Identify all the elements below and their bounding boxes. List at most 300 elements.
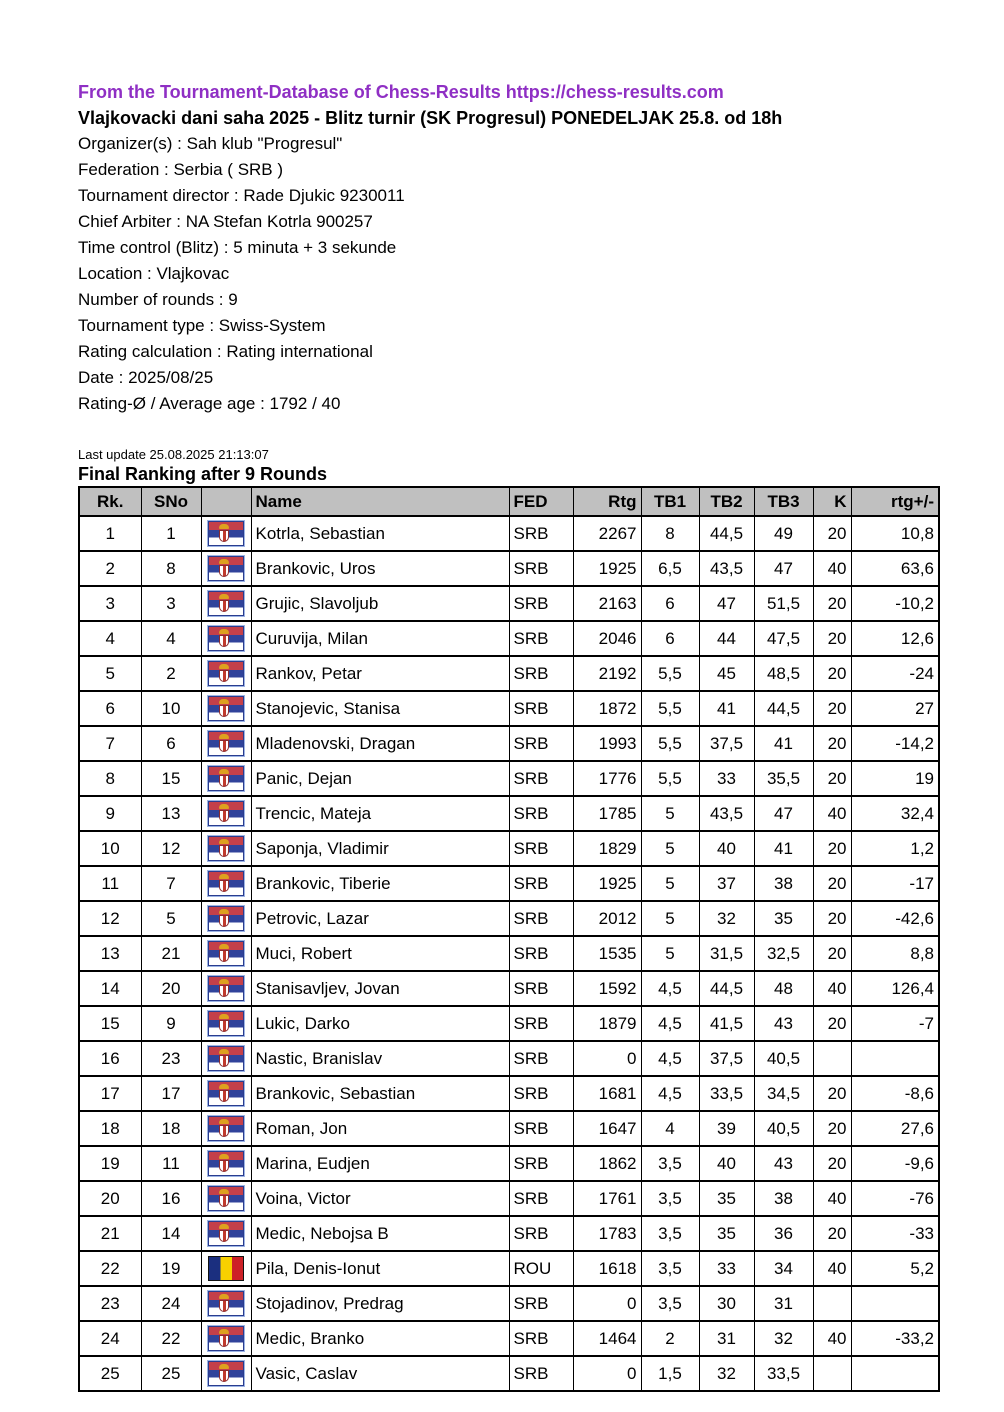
header-tb2: TB2	[699, 487, 754, 516]
cell-fed: SRB	[509, 901, 573, 936]
cell-rk: 2	[79, 551, 141, 586]
cell-k: 20	[813, 516, 851, 551]
cell-name: Curuvija, Milan	[251, 621, 509, 656]
cell-rtg: 1681	[573, 1076, 641, 1111]
cell-rk: 22	[79, 1251, 141, 1286]
tournament-info	[78, 131, 940, 417]
cell-k: 20	[813, 831, 851, 866]
cell-rtgpm	[851, 1041, 939, 1076]
cell-tb3: 49	[754, 516, 813, 551]
cell-rtg: 2267	[573, 516, 641, 551]
cell-sno: 19	[141, 1251, 201, 1286]
table-row	[79, 691, 939, 726]
serbia-flag-icon	[208, 521, 244, 546]
cell-tb3: 47,5	[754, 621, 813, 656]
cell-name: Grujic, Slavoljub	[251, 586, 509, 621]
cell-rk: 23	[79, 1286, 141, 1321]
cell-fed: SRB	[509, 1041, 573, 1076]
cell-tb3: 40,5	[754, 1041, 813, 1076]
cell-sno: 16	[141, 1181, 201, 1216]
cell-rtg: 1618	[573, 1251, 641, 1286]
cell-tb3: 35,5	[754, 761, 813, 796]
table-row	[79, 1111, 939, 1146]
cell-tb2: 35	[699, 1216, 754, 1251]
cell-flag	[201, 621, 251, 656]
cell-tb3: 48,5	[754, 656, 813, 691]
cell-k: 20	[813, 866, 851, 901]
cell-tb3: 43	[754, 1146, 813, 1181]
cell-rtgpm: -9,6	[851, 1146, 939, 1181]
cell-rk: 5	[79, 656, 141, 691]
cell-k: 20	[813, 1111, 851, 1146]
serbia-flag-icon	[208, 801, 244, 826]
serbia-flag-icon	[208, 1186, 244, 1211]
cell-k: 20	[813, 586, 851, 621]
cell-tb2: 33	[699, 761, 754, 796]
cell-sno: 5	[141, 901, 201, 936]
cell-name: Nastic, Branislav	[251, 1041, 509, 1076]
cell-k	[813, 1286, 851, 1321]
table-row	[79, 1041, 939, 1076]
cell-rk: 7	[79, 726, 141, 761]
info-line: Time control (Blitz) : 5 minuta + 3 sekunde	[78, 238, 397, 257]
cell-rtg: 1776	[573, 761, 641, 796]
cell-tb2: 40	[699, 1146, 754, 1181]
cell-rtg: 1785	[573, 796, 641, 831]
cell-rk: 6	[79, 691, 141, 726]
cell-flag	[201, 1146, 251, 1181]
cell-rtgpm	[851, 1356, 939, 1391]
cell-flag	[201, 1356, 251, 1391]
serbia-flag-icon	[208, 591, 244, 616]
table-row	[79, 1216, 939, 1251]
cell-tb3: 32,5	[754, 936, 813, 971]
cell-rtgpm: 27,6	[851, 1111, 939, 1146]
cell-name: Marina, Eudjen	[251, 1146, 509, 1181]
cell-tb2: 35	[699, 1181, 754, 1216]
cell-k: 40	[813, 1251, 851, 1286]
cell-name: Muci, Robert	[251, 936, 509, 971]
cell-tb1: 5,5	[641, 656, 699, 691]
info-line: Organizer(s) : Sah klub "Progresul"	[78, 134, 343, 153]
cell-tb2: 33,5	[699, 1076, 754, 1111]
cell-rtgpm: 8,8	[851, 936, 939, 971]
cell-name: Saponja, Vladimir	[251, 831, 509, 866]
cell-name: Brankovic, Tiberie	[251, 866, 509, 901]
cell-tb1: 4,5	[641, 971, 699, 1006]
table-row	[79, 516, 939, 551]
table-row	[79, 796, 939, 831]
cell-flag	[201, 1216, 251, 1251]
cell-fed: SRB	[509, 971, 573, 1006]
table-row	[79, 901, 939, 936]
cell-rtgpm: -14,2	[851, 726, 939, 761]
cell-sno: 6	[141, 726, 201, 761]
serbia-flag-icon	[208, 836, 244, 861]
table-row	[79, 621, 939, 656]
cell-tb1: 4,5	[641, 1006, 699, 1041]
cell-rtg: 1862	[573, 1146, 641, 1181]
info-line: Rating-Ø / Average age : 1792 / 40	[78, 394, 341, 413]
cell-rk: 18	[79, 1111, 141, 1146]
serbia-flag-icon	[208, 696, 244, 721]
cell-flag	[201, 1076, 251, 1111]
cell-flag	[201, 656, 251, 691]
cell-sno: 7	[141, 866, 201, 901]
cell-rk: 13	[79, 936, 141, 971]
cell-k: 20	[813, 761, 851, 796]
cell-fed: SRB	[509, 1321, 573, 1356]
cell-tb2: 37,5	[699, 726, 754, 761]
ranking-header-row	[79, 487, 939, 516]
table-row	[79, 1356, 939, 1391]
cell-tb3: 51,5	[754, 586, 813, 621]
table-row	[79, 831, 939, 866]
cell-tb1: 5,5	[641, 691, 699, 726]
cell-fed: SRB	[509, 1006, 573, 1041]
cell-fed: SRB	[509, 936, 573, 971]
cell-fed: SRB	[509, 1111, 573, 1146]
cell-tb2: 31,5	[699, 936, 754, 971]
cell-flag	[201, 1006, 251, 1041]
cell-tb1: 6	[641, 621, 699, 656]
serbia-flag-icon	[208, 661, 244, 686]
info-line: Tournament director : Rade Djukic 9230011	[78, 186, 405, 205]
cell-rk: 24	[79, 1321, 141, 1356]
cell-fed: SRB	[509, 551, 573, 586]
cell-tb3: 38	[754, 866, 813, 901]
cell-rtg: 2012	[573, 901, 641, 936]
info-line: Number of rounds : 9	[78, 290, 238, 309]
header-rtgpm: rtg+/-	[851, 487, 939, 516]
cell-tb3: 31	[754, 1286, 813, 1321]
cell-name: Stanojevic, Stanisa	[251, 691, 509, 726]
cell-rtgpm: 126,4	[851, 971, 939, 1006]
info-line: Federation : Serbia ( SRB )	[78, 160, 284, 179]
cell-name: Kotrla, Sebastian	[251, 516, 509, 551]
cell-k	[813, 1041, 851, 1076]
cell-name: Lukic, Darko	[251, 1006, 509, 1041]
table-row	[79, 1146, 939, 1181]
cell-sno: 18	[141, 1111, 201, 1146]
cell-rtgpm: 32,4	[851, 796, 939, 831]
cell-tb1: 5	[641, 901, 699, 936]
cell-sno: 1	[141, 516, 201, 551]
cell-k: 20	[813, 936, 851, 971]
cell-name: Stanisavljev, Jovan	[251, 971, 509, 1006]
info-line: Chief Arbiter : NA Stefan Kotrla 900257	[78, 212, 373, 231]
cell-tb1: 5,5	[641, 761, 699, 796]
cell-tb2: 31	[699, 1321, 754, 1356]
table-row	[79, 866, 939, 901]
cell-name: Pila, Denis-Ionut	[251, 1251, 509, 1286]
ranking-table	[78, 486, 940, 1392]
cell-rtgpm: 19	[851, 761, 939, 796]
cell-fed: SRB	[509, 1356, 573, 1391]
cell-rk: 19	[79, 1146, 141, 1181]
cell-name: Brankovic, Sebastian	[251, 1076, 509, 1111]
serbia-flag-icon	[208, 626, 244, 651]
cell-flag	[201, 971, 251, 1006]
cell-tb3: 48	[754, 971, 813, 1006]
tournament-title: Vlajkovacki dani saha 2025 - Blitz turnir (SK Progresul) PONEDELJAK 25.8. od 18h	[78, 108, 783, 128]
cell-k	[813, 1356, 851, 1391]
serbia-flag-icon	[208, 556, 244, 581]
info-line: Date : 2025/08/25	[78, 368, 214, 387]
ranking-title: Final Ranking after 9 Rounds	[78, 464, 328, 484]
cell-name: Voina, Victor	[251, 1181, 509, 1216]
cell-name: Stojadinov, Predrag	[251, 1286, 509, 1321]
cell-tb2: 41	[699, 691, 754, 726]
chess-results-source-link[interactable]: From the Tournament-Database of Chess-Results https://chess-results.com	[78, 82, 724, 102]
cell-rtgpm: -7	[851, 1006, 939, 1041]
cell-fed: SRB	[509, 656, 573, 691]
cell-rtgpm: 27	[851, 691, 939, 726]
cell-flag	[201, 1286, 251, 1321]
cell-tb1: 2	[641, 1321, 699, 1356]
cell-tb3: 44,5	[754, 691, 813, 726]
cell-fed: SRB	[509, 1076, 573, 1111]
cell-sno: 24	[141, 1286, 201, 1321]
table-row	[79, 1006, 939, 1041]
cell-tb2: 44,5	[699, 516, 754, 551]
cell-rk: 10	[79, 831, 141, 866]
cell-rtg: 2192	[573, 656, 641, 691]
cell-flag	[201, 901, 251, 936]
cell-rk: 25	[79, 1356, 141, 1391]
table-row	[79, 551, 939, 586]
cell-rtg: 1647	[573, 1111, 641, 1146]
cell-fed: SRB	[509, 621, 573, 656]
cell-name: Mladenovski, Dragan	[251, 726, 509, 761]
cell-k: 20	[813, 1146, 851, 1181]
cell-tb1: 5	[641, 796, 699, 831]
table-row	[79, 656, 939, 691]
table-row	[79, 726, 939, 761]
cell-name: Medic, Branko	[251, 1321, 509, 1356]
cell-tb2: 30	[699, 1286, 754, 1321]
cell-tb1: 5,5	[641, 726, 699, 761]
cell-rtg: 1872	[573, 691, 641, 726]
cell-tb1: 6,5	[641, 551, 699, 586]
cell-sno: 14	[141, 1216, 201, 1251]
cell-tb2: 41,5	[699, 1006, 754, 1041]
table-row	[79, 1286, 939, 1321]
cell-flag	[201, 936, 251, 971]
cell-rtg: 1829	[573, 831, 641, 866]
cell-rk: 14	[79, 971, 141, 1006]
cell-rk: 3	[79, 586, 141, 621]
cell-rtg: 1592	[573, 971, 641, 1006]
serbia-flag-icon	[208, 1326, 244, 1351]
cell-flag	[201, 1251, 251, 1286]
cell-k: 20	[813, 726, 851, 761]
table-row	[79, 936, 939, 971]
cell-tb3: 35	[754, 901, 813, 936]
cell-rk: 1	[79, 516, 141, 551]
cell-tb2: 37	[699, 866, 754, 901]
cell-name: Panic, Dejan	[251, 761, 509, 796]
cell-tb1: 8	[641, 516, 699, 551]
serbia-flag-icon	[208, 906, 244, 931]
header-rtg: Rtg	[573, 487, 641, 516]
cell-k: 40	[813, 1321, 851, 1356]
table-row	[79, 761, 939, 796]
cell-tb3: 34,5	[754, 1076, 813, 1111]
cell-rtg: 2163	[573, 586, 641, 621]
cell-rtg: 1879	[573, 1006, 641, 1041]
cell-tb3: 32	[754, 1321, 813, 1356]
cell-fed: SRB	[509, 796, 573, 831]
cell-fed: SRB	[509, 516, 573, 551]
serbia-flag-icon	[208, 731, 244, 756]
cell-sno: 2	[141, 656, 201, 691]
header-fed: FED	[509, 487, 573, 516]
cell-flag	[201, 516, 251, 551]
cell-flag	[201, 761, 251, 796]
ranking-table-body	[79, 516, 939, 1391]
header-flag-column	[201, 487, 251, 516]
cell-tb1: 4,5	[641, 1076, 699, 1111]
serbia-flag-icon	[208, 941, 244, 966]
cell-name: Vasic, Caslav	[251, 1356, 509, 1391]
cell-k: 20	[813, 691, 851, 726]
cell-rtgpm: -24	[851, 656, 939, 691]
cell-sno: 21	[141, 936, 201, 971]
cell-flag	[201, 1181, 251, 1216]
cell-tb1: 3,5	[641, 1216, 699, 1251]
last-update: Last update 25.08.2025 21:13:07	[78, 447, 269, 462]
info-line: Rating calculation : Rating international	[78, 342, 373, 361]
cell-tb1: 1,5	[641, 1356, 699, 1391]
cell-rtgpm: -76	[851, 1181, 939, 1216]
cell-rk: 20	[79, 1181, 141, 1216]
cell-tb3: 36	[754, 1216, 813, 1251]
cell-rk: 15	[79, 1006, 141, 1041]
cell-rtg: 1993	[573, 726, 641, 761]
cell-rtgpm: 63,6	[851, 551, 939, 586]
cell-name: Roman, Jon	[251, 1111, 509, 1146]
cell-rk: 12	[79, 901, 141, 936]
serbia-flag-icon	[208, 871, 244, 896]
romania-flag-icon	[208, 1256, 244, 1281]
serbia-flag-icon	[208, 1081, 244, 1106]
cell-k: 20	[813, 656, 851, 691]
cell-tb2: 45	[699, 656, 754, 691]
cell-k: 20	[813, 1006, 851, 1041]
cell-rtgpm	[851, 1286, 939, 1321]
cell-rk: 9	[79, 796, 141, 831]
cell-fed: SRB	[509, 1146, 573, 1181]
cell-tb1: 3,5	[641, 1286, 699, 1321]
cell-tb1: 5	[641, 936, 699, 971]
cell-rtg: 1761	[573, 1181, 641, 1216]
cell-tb1: 4	[641, 1111, 699, 1146]
cell-k: 20	[813, 1076, 851, 1111]
page	[78, 79, 940, 1392]
cell-rtgpm: 12,6	[851, 621, 939, 656]
cell-sno: 4	[141, 621, 201, 656]
cell-rk: 11	[79, 866, 141, 901]
table-row	[79, 1251, 939, 1286]
cell-fed: SRB	[509, 691, 573, 726]
cell-tb2: 43,5	[699, 796, 754, 831]
cell-sno: 10	[141, 691, 201, 726]
cell-tb1: 3,5	[641, 1251, 699, 1286]
cell-fed: SRB	[509, 831, 573, 866]
cell-fed: SRB	[509, 1181, 573, 1216]
table-row	[79, 1181, 939, 1216]
cell-tb3: 33,5	[754, 1356, 813, 1391]
serbia-flag-icon	[208, 1011, 244, 1036]
cell-k: 20	[813, 621, 851, 656]
cell-tb1: 6	[641, 586, 699, 621]
serbia-flag-icon	[208, 976, 244, 1001]
cell-tb1: 5	[641, 866, 699, 901]
cell-rk: 21	[79, 1216, 141, 1251]
cell-tb3: 34	[754, 1251, 813, 1286]
cell-rtgpm: -33,2	[851, 1321, 939, 1356]
cell-k: 40	[813, 1181, 851, 1216]
cell-tb1: 3,5	[641, 1181, 699, 1216]
cell-rtg: 0	[573, 1041, 641, 1076]
cell-flag	[201, 796, 251, 831]
cell-rtg: 1535	[573, 936, 641, 971]
cell-rtgpm: -10,2	[851, 586, 939, 621]
serbia-flag-icon	[208, 1116, 244, 1141]
cell-sno: 22	[141, 1321, 201, 1356]
cell-k: 20	[813, 901, 851, 936]
cell-rtg: 1783	[573, 1216, 641, 1251]
cell-rk: 4	[79, 621, 141, 656]
cell-flag	[201, 691, 251, 726]
cell-name: Rankov, Petar	[251, 656, 509, 691]
info-line: Location : Vlajkovac	[78, 264, 230, 283]
cell-sno: 20	[141, 971, 201, 1006]
cell-flag	[201, 586, 251, 621]
serbia-flag-icon	[208, 1361, 244, 1386]
cell-rtg: 0	[573, 1356, 641, 1391]
serbia-flag-icon	[208, 766, 244, 791]
cell-tb3: 40,5	[754, 1111, 813, 1146]
cell-tb2: 32	[699, 901, 754, 936]
cell-sno: 23	[141, 1041, 201, 1076]
cell-tb2: 39	[699, 1111, 754, 1146]
cell-rtgpm: -33	[851, 1216, 939, 1251]
cell-flag	[201, 1111, 251, 1146]
cell-k: 40	[813, 971, 851, 1006]
cell-rtgpm: -8,6	[851, 1076, 939, 1111]
cell-tb1: 5	[641, 831, 699, 866]
cell-tb2: 40	[699, 831, 754, 866]
cell-flag	[201, 726, 251, 761]
cell-fed: SRB	[509, 586, 573, 621]
table-row	[79, 1321, 939, 1356]
info-line: Tournament type : Swiss-System	[78, 316, 326, 335]
cell-sno: 8	[141, 551, 201, 586]
cell-flag	[201, 551, 251, 586]
cell-name: Petrovic, Lazar	[251, 901, 509, 936]
cell-rtg: 0	[573, 1286, 641, 1321]
cell-rtg: 1925	[573, 551, 641, 586]
cell-tb2: 47	[699, 586, 754, 621]
header-k: K	[813, 487, 851, 516]
cell-rk: 17	[79, 1076, 141, 1111]
cell-rk: 8	[79, 761, 141, 796]
cell-fed: SRB	[509, 866, 573, 901]
cell-tb2: 33	[699, 1251, 754, 1286]
cell-rtg: 1464	[573, 1321, 641, 1356]
